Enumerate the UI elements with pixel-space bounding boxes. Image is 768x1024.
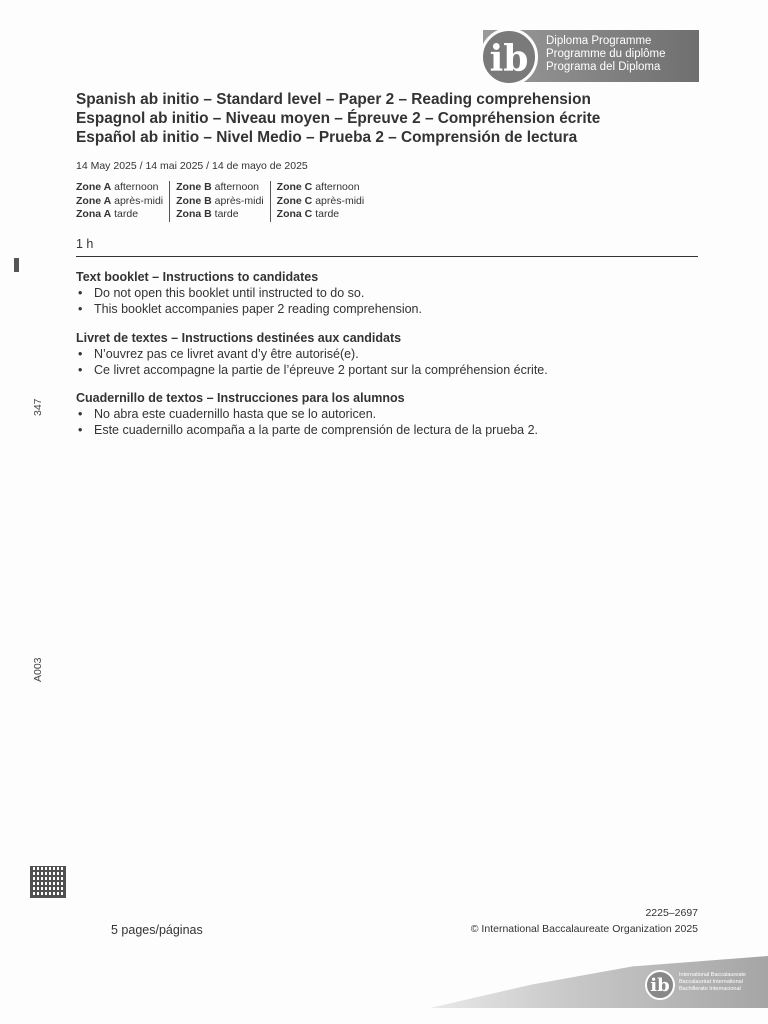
zone-row: Zone A afternoon [76, 181, 159, 193]
title-es: Español ab initio – Nivel Medio – Prueba 2 – Comprensión de lectura [76, 129, 578, 146]
org-name-es: Bachillerato Internacional [679, 986, 741, 992]
instruction-item: • Do not open this booklet until instructed to do so. [76, 285, 686, 301]
exam-titles [76, 90, 600, 147]
instruction-item: • This booklet accompanies paper 2 reading comprehension. [76, 301, 686, 317]
copyright: © International Baccalaureate Organization 2025 [470, 923, 698, 935]
instruction-item: • No abra este cuadernillo hasta que se lo autoricen. [76, 406, 686, 422]
zone-b-column [176, 181, 271, 222]
instruction-item: • N’ouvrez pas ce livret avant d’y être autorisé(e). [76, 346, 686, 362]
side-code-upper: 347 [32, 398, 44, 416]
instructions-heading: Text booklet – Instructions to candidates [76, 270, 319, 284]
instruction-item: • Ce livret accompagne la partie de l’épreuve 2 portant sur la compréhension écrite. [76, 362, 686, 378]
title-fr: Espagnol ab initio – Niveau moyen – Épreuve 2 – Compréhension écrite [76, 110, 601, 127]
zone-row: Zone B après-midi [176, 194, 264, 207]
instructions-heading: Livret de textes – Instructions destinées aux candidats [76, 331, 402, 345]
zone-row: Zona C tarde [276, 208, 340, 220]
side-code-lower: A003 [32, 657, 44, 682]
zone-row: Zona B tarde [176, 208, 239, 220]
exam-code: 2225–2697 [645, 907, 698, 919]
exam-duration: 1 h [76, 237, 94, 251]
margin-mark [14, 258, 19, 272]
datamatrix-barcode [30, 866, 66, 898]
org-name-en: International Baccalaureate [679, 972, 746, 978]
zone-row: Zone C après-midi [276, 194, 365, 207]
zone-c-column [277, 181, 371, 222]
org-name-fr: Baccalauréat International [679, 979, 743, 985]
ib-logo-icon: ib [480, 28, 538, 86]
instruction-item: • Este cuadernillo acompaña a la parte de comprensión de lectura de la prueba 2. [76, 422, 686, 438]
programme-names [546, 35, 666, 74]
divider [76, 256, 698, 257]
instructions-heading: Cuadernillo de textos – Instrucciones para los alumnos [76, 391, 405, 405]
instructions-en [76, 269, 686, 317]
page-count: 5 pages/páginas [111, 923, 203, 937]
ib-footer-logo-icon: ib [645, 970, 675, 1000]
instructions-es [76, 390, 686, 438]
title-en: Spanish ab initio – Standard level – Paper 2 – Reading comprehension [76, 91, 591, 108]
footer-org-names [679, 972, 746, 993]
programme-name-fr: Programme du diplôme [546, 48, 666, 60]
exam-date: 14 May 2025 / 14 mai 2025 / 14 de mayo de 2025 [76, 160, 308, 172]
zone-table [76, 181, 376, 222]
programme-name-es: Programa del Diploma [546, 61, 661, 73]
zone-row: Zona A tarde [76, 208, 139, 220]
zone-row: Zone C afternoon [276, 181, 360, 193]
zone-row: Zone A après-midi [76, 194, 164, 207]
instructions-fr [76, 330, 686, 378]
programme-name-en: Diploma Programme [546, 35, 652, 47]
zone-row: Zone B afternoon [176, 181, 260, 193]
zone-a-column [76, 181, 170, 222]
